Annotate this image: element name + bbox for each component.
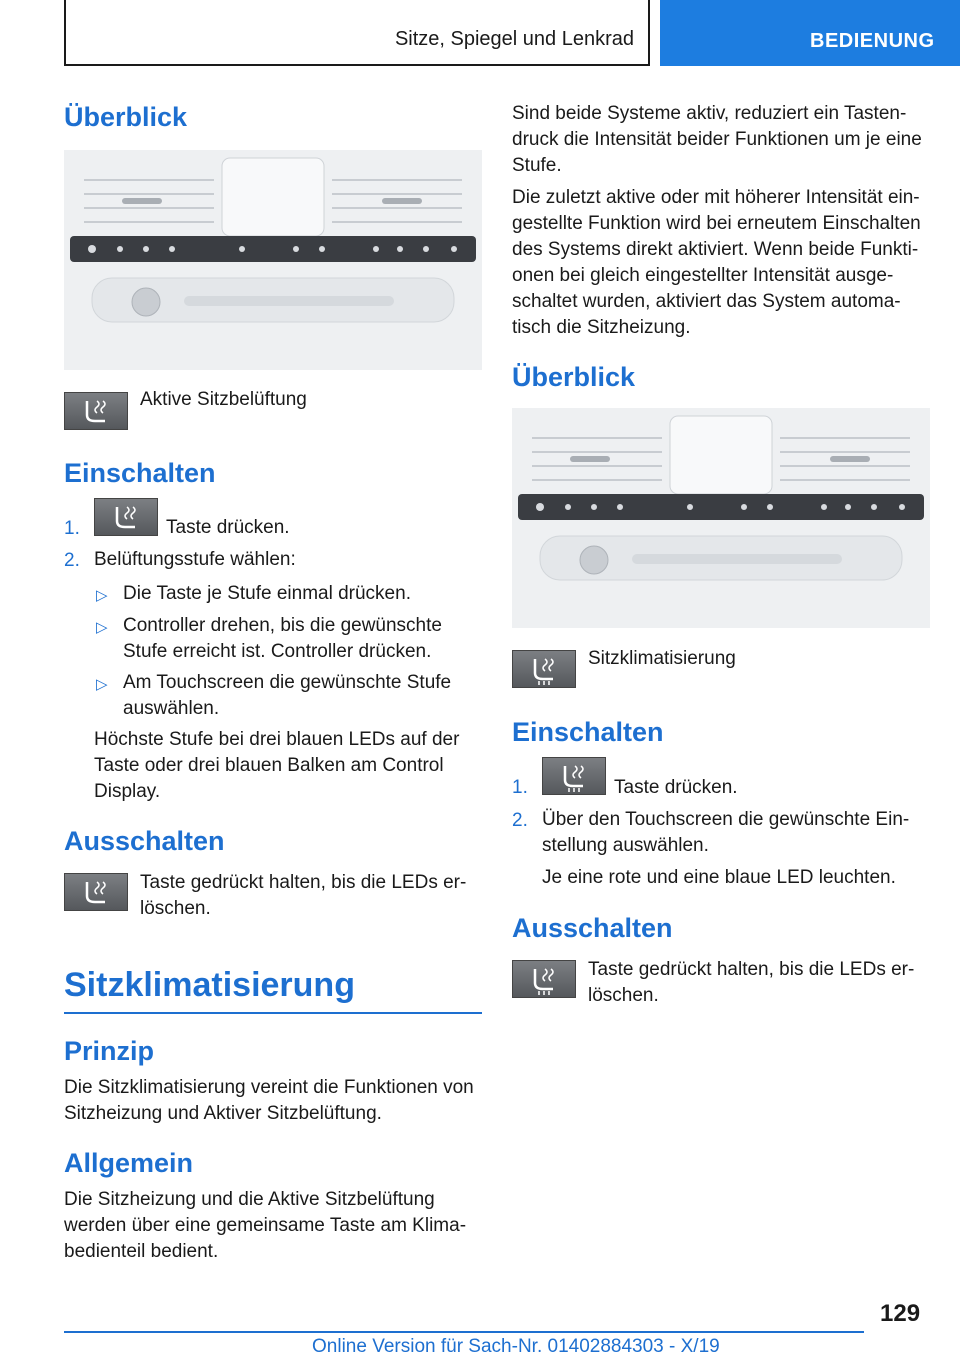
icon-caption: Aktive Sitzbelüftung <box>140 389 307 410</box>
step-text: Taste drücken. <box>166 517 290 538</box>
climate-panel-illustration <box>64 150 482 370</box>
bullet-triangle-icon: ▷ <box>96 619 108 636</box>
intro2-text: gestellte Funktion wird bei erneutem Einschalten <box>512 213 921 234</box>
general-text: Die Sitzheizung und die Aktive Sitzbelüftung <box>64 1189 435 1210</box>
note-text: Je eine rote und eine blaue LED leuchten. <box>542 867 896 888</box>
seat-ventilation-icon <box>64 392 128 430</box>
seat-ventilation-icon <box>94 498 158 536</box>
intro-text: Stufe. <box>512 155 562 176</box>
off-text: Taste gedrückt halten, bis die LEDs er- <box>588 959 915 980</box>
intro2-text: tisch die Sitzheizung. <box>512 317 691 338</box>
footer-rule <box>64 1331 864 1333</box>
intro-text: Sind beide Systeme aktiv, reduziert ein Tasten- <box>512 103 907 124</box>
chapter-title: BEDIENUNG <box>810 30 935 52</box>
off-text: löschen. <box>588 985 659 1006</box>
intro2-text: schaltet wurden, aktiviert das System automa- <box>512 291 901 312</box>
bullet-text: Am Touchscreen die gewünschte Stufe <box>123 672 452 693</box>
step-text: Belüftungsstufe wählen: <box>94 549 296 570</box>
heading-rule <box>64 1012 482 1014</box>
general-heading: Allgemein <box>64 1148 194 1178</box>
step-text: stellung auswählen. <box>542 835 709 856</box>
page-number: 129 <box>880 1300 921 1327</box>
section-title: Sitze, Spiegel und Lenkrad <box>394 28 634 50</box>
off-text: löschen. <box>140 898 211 919</box>
chapter-tab <box>660 0 960 66</box>
bullet-text: Controller drehen, bis die gewünschte <box>123 615 442 636</box>
intro2-text: Die zuletzt aktive oder mit höherer Intensität ein- <box>512 187 920 208</box>
intro-text: druck die Intensität beider Funktionen um je eine <box>512 129 922 150</box>
off-text: Taste gedrückt halten, bis die LEDs er- <box>140 872 467 893</box>
intro2-text: des Systems direkt aktiviert. Wenn beide Funkti- <box>512 239 919 260</box>
general-text: werden über eine gemeinsame Taste am Klima- <box>64 1215 467 1236</box>
footer-online-version: Online Version für Sach-Nr. 01402884303 - X/19 <box>312 1336 720 1357</box>
header-box <box>64 0 650 66</box>
seat-ventilation-icon <box>64 873 128 911</box>
principle-heading: Prinzip <box>64 1036 155 1066</box>
climate-panel-photo <box>512 408 930 628</box>
bullet-triangle-icon: ▷ <box>96 676 108 693</box>
icon-caption: Sitzklimatisierung <box>588 648 736 669</box>
off-heading: Ausschalten <box>64 826 225 856</box>
chapter-heading: Sitzklimatisierung <box>64 966 355 1004</box>
note-text: Display. <box>94 781 161 802</box>
bullet-text: Die Taste je Stufe einmal drücken. <box>123 583 411 604</box>
bullet-text: auswählen. <box>123 698 220 719</box>
step-text: Taste drücken. <box>614 777 738 798</box>
seat-climate-icon <box>512 960 576 998</box>
overview-heading: Überblick <box>64 102 188 132</box>
step-number: 1. <box>64 518 80 539</box>
step-number: 2. <box>64 550 80 571</box>
intro2-text: onen bei gleich eingestellter Intensität ausge- <box>512 265 894 286</box>
principle-text: Sitzheizung und Aktiver Sitzbelüftung. <box>64 1103 382 1124</box>
step-text: Über den Touchscreen die gewünschte Ein- <box>542 809 910 830</box>
on-heading: Einschalten <box>512 717 664 747</box>
bullet-triangle-icon: ▷ <box>96 587 108 604</box>
climate-panel-photo <box>64 150 482 370</box>
step-number: 1. <box>512 777 528 798</box>
note-text: Taste oder drei blauen Balken am Control <box>94 755 444 776</box>
on-heading: Einschalten <box>64 458 216 488</box>
seat-climate-icon <box>512 650 576 688</box>
general-text: bedienteil bedient. <box>64 1241 219 1262</box>
bullet-text: Stufe erreicht ist. Controller drücken. <box>123 641 432 662</box>
step-number: 2. <box>512 810 528 831</box>
overview-heading: Überblick <box>512 362 636 392</box>
seat-climate-icon <box>542 757 606 795</box>
climate-panel-illustration <box>512 408 930 628</box>
principle-text: Die Sitzklimatisierung vereint die Funktionen von <box>64 1077 474 1098</box>
note-text: Höchste Stufe bei drei blauen LEDs auf der <box>94 729 460 750</box>
off-heading: Ausschalten <box>512 913 673 943</box>
